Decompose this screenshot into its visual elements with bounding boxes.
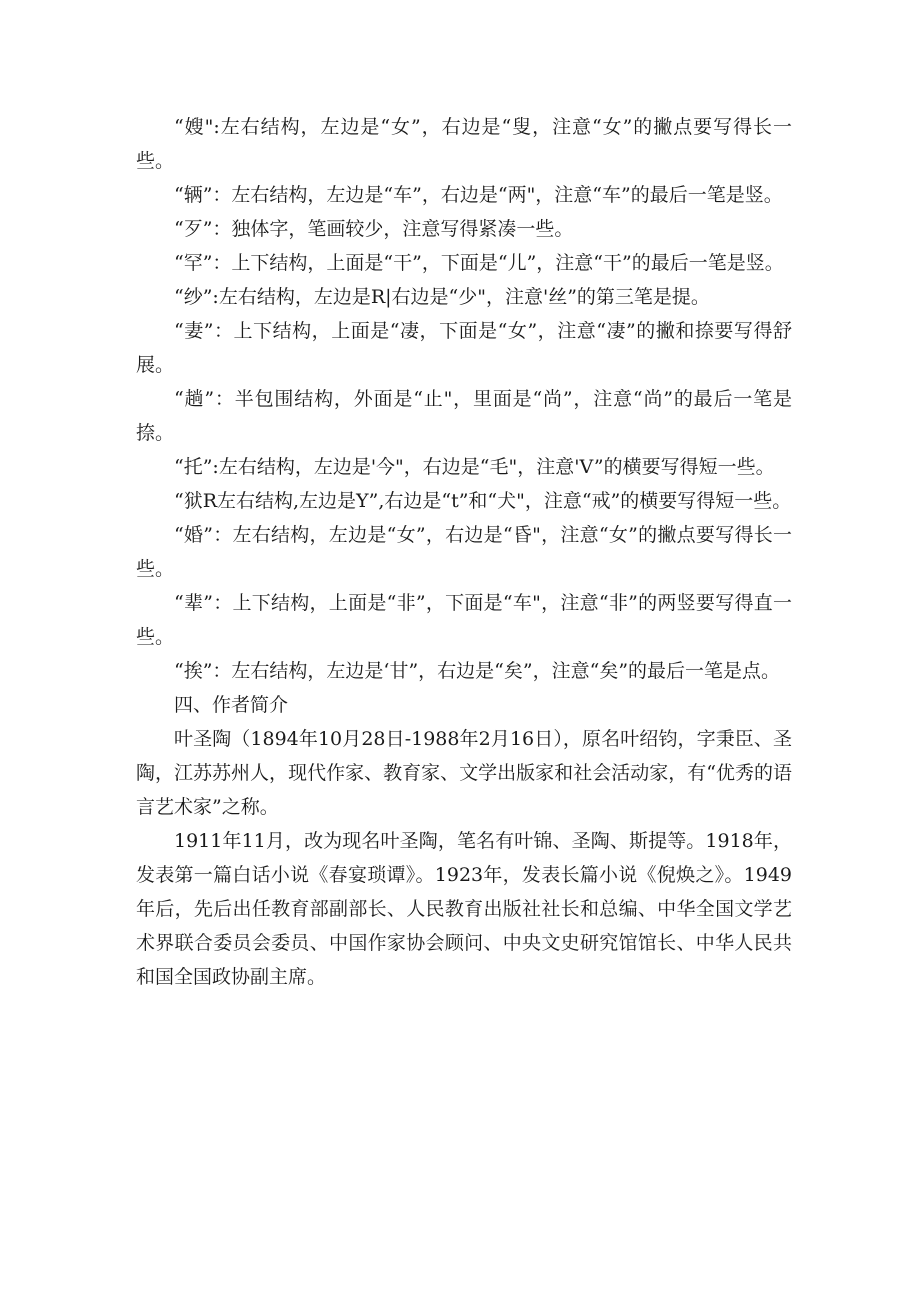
char-entry-dai: “歹”：独体字，笔画较少，注意写得紧凑一些。 [174, 218, 574, 240]
char-entry-liang: “辆”：左右结构，左边是“车”，右边是“两"，注意“车”的最后一笔是竖。 [174, 184, 783, 206]
char-entry-qi: “妻”：上下结构，上面是“凄，下面是“女”，注意“凄”的撇和捺要写得舒展。 [136, 320, 792, 376]
char-entry-sao: “嫂":左右结构，左边是“女”，右边是“叟，注意“女”的撇点要写得长一些。 [136, 116, 792, 172]
author-paragraph-intro: 叶圣陶（1894年10月28日-1988年2月16日），原名叶绍钧，字秉臣、圣陶，江苏苏州人，现代作家、教育家、文学出版家和社会活动家，有“优秀的语言艺术家”之称。 [136, 728, 792, 818]
char-entry-yu: “狱R左右结构,左边是Y”,右边是“t”和“犬"，注意“戒”的横要写得短一些。 [174, 490, 792, 512]
char-entry-hun: “婚”：左右结构，左边是“女”，右边是“昏"，注意“女”的撇点要写得长一些。 [136, 524, 792, 580]
char-entry-tuo: “托”:左右结构，左边是'今"，右边是“毛"，注意'V”的横要写得短一些。 [174, 456, 775, 478]
section-heading: 四、作者简介 [174, 694, 289, 716]
char-entry-tang: “趟”：半包围结构，外面是“止"，里面是“尚”，注意“尚”的最后一笔是捺。 [136, 388, 792, 444]
char-entry-han: “罕”：上下结构，上面是“干”，下面是“儿”，注意“干”的最后一笔是竖。 [174, 252, 784, 274]
char-entry-ai: “挨”：左右结构，左边是‘甘”，右边是“矣”，注意“矣”的最后一笔是点。 [174, 660, 781, 682]
char-entry-bei: “辈”：上下结构，上面是“非”，下面是“车"，注意“非”的两竖要写得直一些。 [136, 592, 792, 648]
document-page [136, 110, 792, 994]
char-entry-sha: “纱”:左右结构，左边是R|右边是“少"，注意'丝”的第三笔是提。 [174, 286, 710, 308]
author-paragraph-career: 1911年11月，改为现名叶圣陶，笔名有叶锦、圣陶、斯提等。1918年，发表第一篇白话小说《春宴琐谭》。1923年，发表长篇小说《倪焕之》。1949年后，先后出任教育部副部长、人民教育出版社社长和总编、中华全国文学艺术界联合委员会委员、中国作家协会顾问、中央文史研究馆馆长、中华人民共和国全国政协副主席。 [136, 830, 792, 988]
